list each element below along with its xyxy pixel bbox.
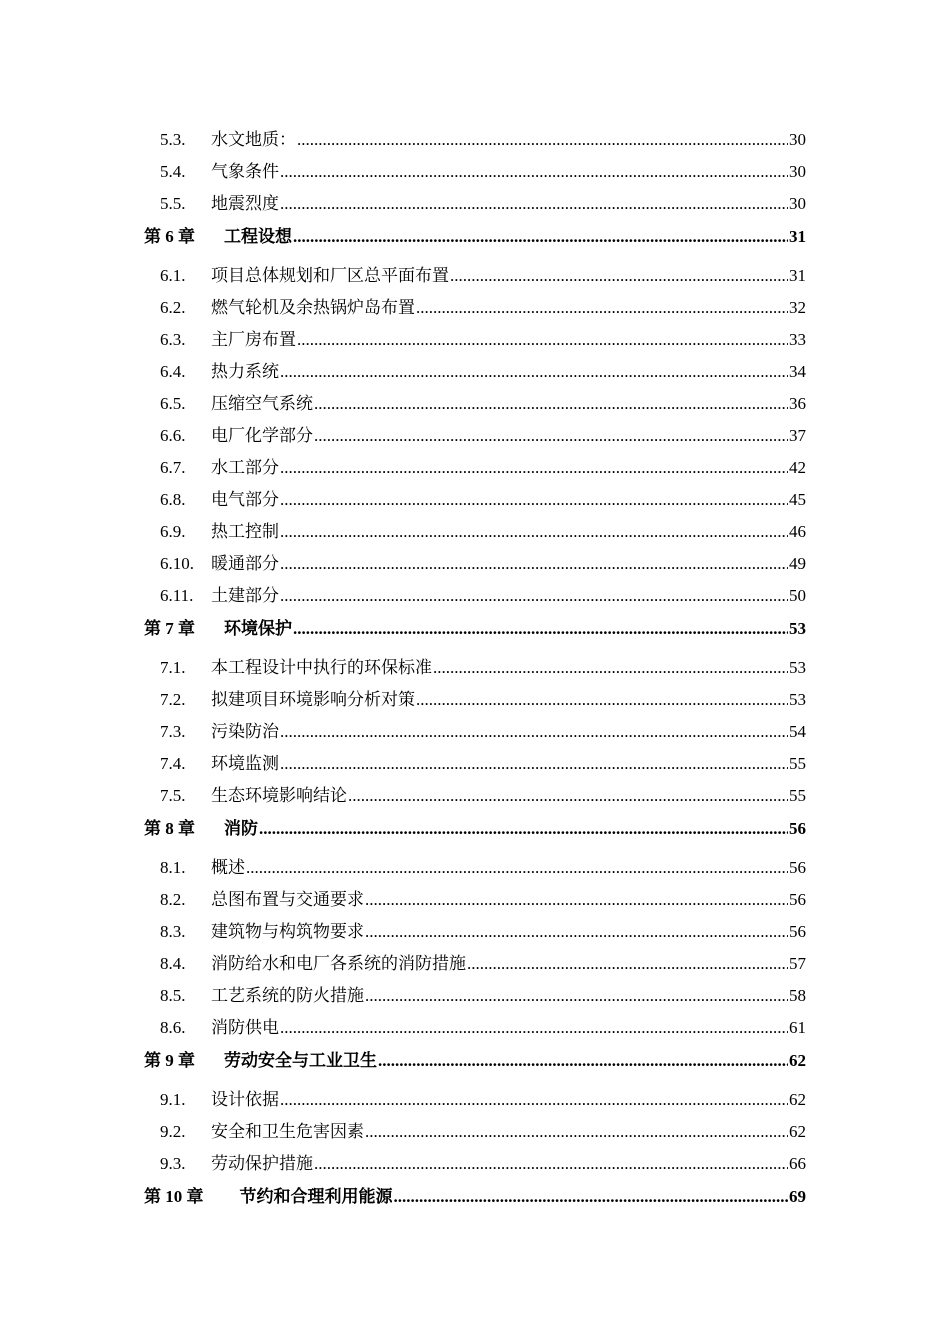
- toc-section-entry[interactable]: [144, 574, 806, 606]
- toc-entry-number: 7.4.: [160, 754, 186, 773]
- toc-entry-page: 37: [789, 426, 806, 445]
- toc-entry-page: 62: [789, 1122, 806, 1141]
- toc-entry-title: 污染防治: [211, 722, 279, 741]
- toc-entry-page: 30: [789, 194, 806, 213]
- toc-section-entry[interactable]: [144, 414, 806, 446]
- toc-dot-leader: [280, 1090, 788, 1110]
- toc-entry-number: 6.8.: [160, 490, 186, 509]
- toc-section-entry[interactable]: [144, 910, 806, 942]
- toc-entry-number: 6.7.: [160, 458, 186, 477]
- toc-entry-number: 9.1.: [160, 1090, 186, 1109]
- toc-entry-page: 66: [789, 1154, 806, 1173]
- toc-entry-page: 36: [789, 394, 806, 413]
- toc-section-entry[interactable]: [144, 510, 806, 542]
- toc-entry-title: 消防供电: [211, 1018, 279, 1037]
- toc-section-entry[interactable]: [144, 942, 806, 974]
- toc-entry-page: 30: [789, 162, 806, 181]
- toc-entry-number: 6.2.: [160, 298, 186, 317]
- toc-entry-page: 42: [789, 458, 806, 477]
- toc-entry-page: 32: [789, 298, 806, 317]
- toc-section-entry[interactable]: [144, 118, 806, 150]
- toc-entry-page: 53: [789, 619, 806, 638]
- toc-section-entry[interactable]: [144, 774, 806, 806]
- toc-section-entry[interactable]: [144, 247, 806, 286]
- toc-dot-leader: [450, 266, 788, 286]
- toc-entry-title: 燃气轮机及余热锅炉岛布置: [211, 298, 415, 317]
- toc-section-entry[interactable]: [144, 974, 806, 1006]
- toc-entry-number: 8.3.: [160, 922, 186, 941]
- toc-section-entry[interactable]: [144, 542, 806, 574]
- toc-dot-leader: [297, 330, 788, 350]
- toc-dot-leader: [433, 658, 788, 678]
- toc-entry-number: 7.5.: [160, 786, 186, 805]
- toc-entry-title: 劳动安全与工业卫生: [224, 1051, 377, 1070]
- toc-dot-leader: [297, 130, 788, 150]
- toc-section-entry[interactable]: [144, 710, 806, 742]
- toc-entry-number: 6.4.: [160, 362, 186, 381]
- toc-section-entry[interactable]: [144, 1110, 806, 1142]
- toc-entry-number: 6.1.: [160, 266, 186, 285]
- toc-entry-page: 45: [789, 490, 806, 509]
- toc-chapter-entry[interactable]: [144, 1174, 806, 1207]
- toc-entry-title: 工程设想: [224, 227, 292, 246]
- toc-entry-title: 设计依据: [211, 1090, 279, 1109]
- toc-dot-leader: [280, 522, 788, 542]
- toc-entry-title: 环境保护: [224, 619, 292, 638]
- toc-entry-page: 46: [789, 522, 806, 541]
- toc-entry-page: 31: [789, 266, 806, 285]
- toc-section-entry[interactable]: [144, 318, 806, 350]
- toc-entry-title: 电厂化学部分: [211, 426, 313, 445]
- toc-section-entry[interactable]: [144, 182, 806, 214]
- toc-section-entry[interactable]: [144, 446, 806, 478]
- toc-entry-title: 水工部分: [211, 458, 279, 477]
- toc-section-entry[interactable]: [144, 878, 806, 910]
- toc-dot-leader: [280, 554, 788, 574]
- toc-entry-number: 第 10 章: [144, 1187, 204, 1206]
- toc-section-entry[interactable]: [144, 639, 806, 678]
- toc-entry-title: 水文地质：: [211, 130, 296, 149]
- toc-entry-page: 33: [789, 330, 806, 349]
- table-of-contents: [144, 118, 806, 1207]
- toc-entry-number: 5.5.: [160, 194, 186, 213]
- toc-entry-page: 53: [789, 658, 806, 677]
- toc-entry-title: 总图布置与交通要求: [211, 890, 364, 909]
- toc-dot-leader: [314, 394, 788, 414]
- toc-entry-title: 热力系统: [211, 362, 279, 381]
- toc-entry-page: 69: [789, 1187, 806, 1206]
- toc-entry-number: 5.3.: [160, 130, 186, 149]
- toc-dot-leader: [365, 922, 788, 942]
- toc-entry-title: 热工控制: [211, 522, 279, 541]
- toc-entry-number: 8.2.: [160, 890, 186, 909]
- toc-entry-title: 概述: [211, 858, 245, 877]
- toc-dot-leader: [467, 954, 788, 974]
- toc-entry-page: 62: [789, 1090, 806, 1109]
- toc-section-entry[interactable]: [144, 382, 806, 414]
- toc-entry-title: 环境监测: [211, 754, 279, 773]
- toc-section-entry[interactable]: [144, 1006, 806, 1038]
- toc-dot-leader: [280, 458, 788, 478]
- toc-entry-title: 土建部分: [211, 586, 279, 605]
- toc-entry-number: 6.5.: [160, 394, 186, 413]
- toc-dot-leader: [378, 1051, 788, 1071]
- toc-entry-page: 56: [789, 858, 806, 877]
- toc-chapter-entry[interactable]: [144, 606, 806, 639]
- toc-entry-page: 55: [789, 786, 806, 805]
- toc-section-entry[interactable]: [144, 839, 806, 878]
- toc-entry-title: 地震烈度: [211, 194, 279, 213]
- toc-entry-title: 生态环境影响结论: [211, 786, 347, 805]
- toc-entry-title: 电气部分: [211, 490, 279, 509]
- toc-entry-title: 建筑物与构筑物要求: [211, 922, 364, 941]
- toc-entry-number: 9.3.: [160, 1154, 186, 1173]
- toc-dot-leader: [246, 858, 788, 878]
- toc-entry-number: 6.6.: [160, 426, 186, 445]
- toc-dot-leader: [365, 986, 788, 1006]
- toc-entry-title: 安全和卫生危害因素: [211, 1122, 364, 1141]
- toc-entry-title: 压缩空气系统: [211, 394, 313, 413]
- toc-entry-page: 54: [789, 722, 806, 741]
- toc-dot-leader: [293, 227, 788, 247]
- toc-entry-number: 7.2.: [160, 690, 186, 709]
- toc-section-entry[interactable]: [144, 1071, 806, 1110]
- toc-entry-number: 7.1.: [160, 658, 186, 677]
- toc-entry-number: 6.9.: [160, 522, 186, 541]
- toc-entry-title: 主厂房布置: [211, 330, 296, 349]
- toc-section-entry[interactable]: [144, 742, 806, 774]
- toc-entry-title: 项目总体规划和厂区总平面布置: [211, 266, 449, 285]
- toc-entry-title: 消防给水和电厂各系统的消防措施: [211, 954, 466, 973]
- toc-entry-page: 57: [789, 954, 806, 973]
- toc-dot-leader: [416, 690, 788, 710]
- toc-dot-leader: [365, 890, 788, 910]
- toc-entry-page: 56: [789, 819, 806, 838]
- toc-dot-leader: [314, 426, 788, 446]
- toc-entry-number: 第 8 章: [144, 819, 195, 838]
- toc-entry-number: 6.10.: [160, 554, 194, 573]
- toc-entry-page: 56: [789, 922, 806, 941]
- toc-entry-number: 第 6 章: [144, 227, 195, 246]
- toc-entry-title: 消防: [224, 819, 258, 838]
- toc-entry-number: 9.2.: [160, 1122, 186, 1141]
- toc-dot-leader: [293, 619, 788, 639]
- toc-entry-number: 第 9 章: [144, 1051, 195, 1070]
- toc-section-entry[interactable]: [144, 286, 806, 318]
- toc-entry-number: 8.6.: [160, 1018, 186, 1037]
- toc-entry-number: 6.3.: [160, 330, 186, 349]
- toc-section-entry[interactable]: [144, 350, 806, 382]
- toc-entry-page: 30: [789, 130, 806, 149]
- toc-entry-title: 劳动保护措施: [211, 1154, 313, 1173]
- toc-chapter-entry[interactable]: [144, 1038, 806, 1071]
- toc-entry-number: 8.4.: [160, 954, 186, 973]
- toc-entry-number: 8.1.: [160, 858, 186, 877]
- toc-chapter-entry[interactable]: [144, 806, 806, 839]
- toc-entry-number: 第 7 章: [144, 619, 195, 638]
- toc-entry-number: 8.5.: [160, 986, 186, 1005]
- toc-entry-page: 55: [789, 754, 806, 773]
- toc-entry-page: 49: [789, 554, 806, 573]
- toc-chapter-entry[interactable]: [144, 214, 806, 247]
- toc-section-entry[interactable]: [144, 150, 806, 182]
- toc-dot-leader: [280, 754, 788, 774]
- toc-dot-leader: [314, 1154, 788, 1174]
- toc-section-entry[interactable]: [144, 1142, 806, 1174]
- toc-entry-title: 气象条件: [211, 162, 279, 181]
- toc-entry-number: 5.4.: [160, 162, 186, 181]
- toc-entry-number: 6.11.: [160, 586, 194, 605]
- toc-dot-leader: [280, 162, 788, 182]
- toc-dot-leader: [416, 298, 788, 318]
- toc-entry-page: 61: [789, 1018, 806, 1037]
- toc-dot-leader: [259, 819, 788, 839]
- toc-dot-leader: [280, 362, 788, 382]
- toc-entry-page: 58: [789, 986, 806, 1005]
- toc-dot-leader: [280, 586, 788, 606]
- toc-dot-leader: [394, 1187, 789, 1207]
- toc-entry-title: 工艺系统的防火措施: [211, 986, 364, 1005]
- toc-entry-page: 62: [789, 1051, 806, 1070]
- toc-dot-leader: [280, 722, 788, 742]
- toc-entry-number: 7.3.: [160, 722, 186, 741]
- toc-entry-title: 节约和合理利用能源: [239, 1187, 393, 1206]
- toc-entry-page: 50: [789, 586, 806, 605]
- toc-dot-leader: [280, 194, 788, 214]
- toc-entry-page: 56: [789, 890, 806, 909]
- toc-entry-page: 34: [789, 362, 806, 381]
- toc-dot-leader: [280, 490, 788, 510]
- toc-entry-title: 暖通部分: [211, 554, 279, 573]
- toc-section-entry[interactable]: [144, 678, 806, 710]
- toc-entry-page: 53: [789, 690, 806, 709]
- toc-entry-page: 31: [789, 227, 806, 246]
- toc-dot-leader: [365, 1122, 788, 1142]
- toc-dot-leader: [348, 786, 788, 806]
- toc-dot-leader: [280, 1018, 788, 1038]
- toc-entry-title: 本工程设计中执行的环保标准: [211, 658, 432, 677]
- toc-section-entry[interactable]: [144, 478, 806, 510]
- toc-entry-title: 拟建项目环境影响分析对策: [211, 690, 415, 709]
